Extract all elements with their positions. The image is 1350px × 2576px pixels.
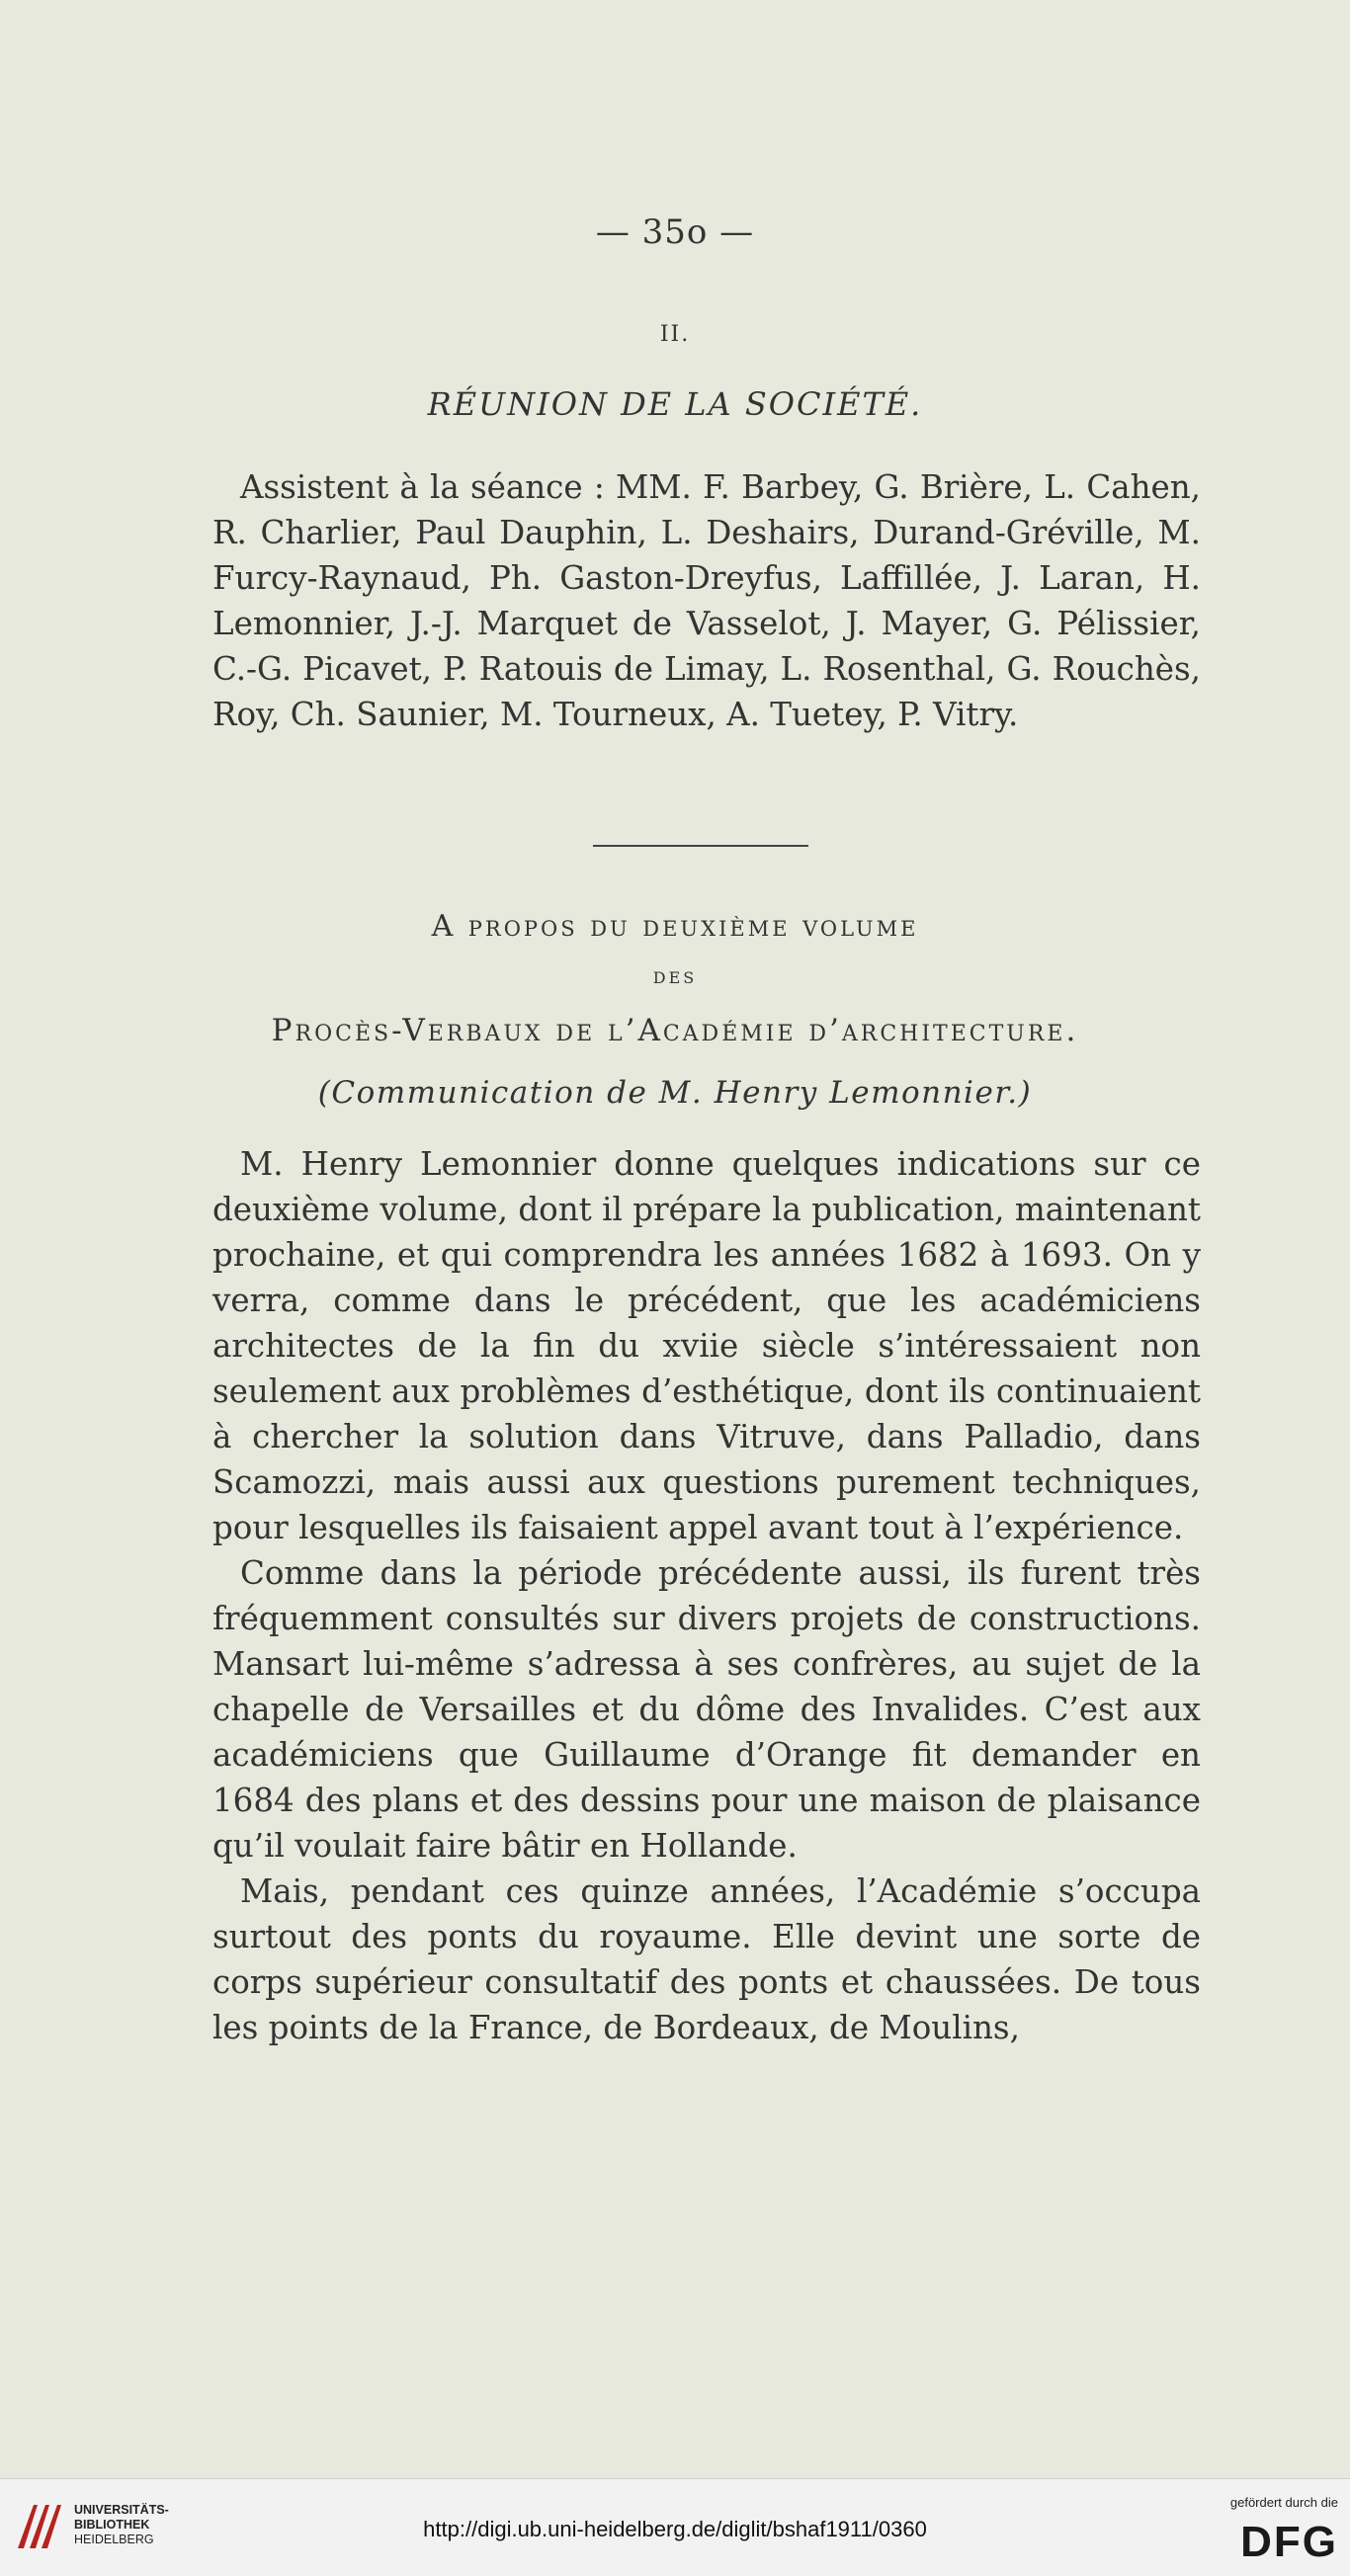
attendees-paragraph bbox=[212, 464, 1201, 737]
article-heading-line-3: Procès-Verbaux de l’Académie d’architecture. bbox=[271, 1013, 1079, 1048]
dfg-logo: DFG bbox=[1240, 2518, 1338, 2566]
communication-byline: (Communication de M. Henry Lemonnier.) bbox=[317, 1075, 1033, 1111]
page-number: — 35o — bbox=[595, 212, 755, 252]
permalink-url[interactable]: http://digi.ub.uni-heidelberg.de/diglit/bshaf1911/0360 bbox=[423, 2517, 927, 2541]
section-number: II. bbox=[659, 322, 691, 347]
library-name-line: HEIDELBERG bbox=[74, 2533, 154, 2546]
section-separator bbox=[593, 845, 808, 847]
body-paragraph: Mais, pendant ces quinze années, l’Académie s’occupa surtout des ponts du royaume. Elle devint une sorte de corps supérieur consultatif des ponts et chaussées. De tous les points de la France, de Bordeaux, de Moulins, bbox=[212, 1872, 1201, 2046]
library-name-line: BIBLIOTHEK bbox=[74, 2518, 150, 2532]
funding-caption: gefördert durch die bbox=[1229, 2495, 1338, 2510]
article-heading-line-1: A propos du deuxième volume bbox=[431, 909, 919, 944]
body-paragraph: M. Henry Lemonnier donne quelques indications sur ce deuxième volume, dont il prépare la publication, maintenant prochaine, et qui comprendra les années 1682 à 1693. On y verra, comme dans le précédent, que les académiciens architectes de la fin du xviie siècle s’intéressaient non seulement aux problèmes d’esthétique, dont ils continuaient à chercher la solution dans Vitruve, dans Palladio, dans Scamozzi, mais aussi aux questions purement techniques, pour lesquelles ils faisaient appel avant tout à l’expérience. bbox=[212, 1145, 1201, 1546]
body-text bbox=[212, 1141, 1201, 2050]
article-heading-line-2: des bbox=[652, 963, 698, 989]
body-paragraph: Comme dans la période précédente aussi, ils furent très fréquemment consultés sur divers projets de constructions. Mansart lui-même s’adressa à ses confrères, au sujet de la chapelle de Versailles et du dôme des Invalides. C’est aux académiciens que Guillaume d’Orange fit demander en 1684 des plans et des dessins pour une maison de plaisance qu’il voulait faire bâtir en Hollande. bbox=[212, 1554, 1201, 1865]
section-title: RÉUNION DE LA SOCIÉTÉ. bbox=[427, 385, 923, 423]
digitization-footer bbox=[0, 2478, 1350, 2576]
attendees-text: Assistent à la séance : MM. F. Barbey, G. Brière, L. Cahen, R. Charlier, Paul Dauphin, L. Deshairs, Durand-Gréville, M. Furcy-Raynaud, Ph. Gaston-Dreyfus, Laffillée, J. Laran, H. Lemonnier, J.-J. Marquet de Vasselot, J. Mayer, G. Pélissier, C.-G. Picavet, P. Ratouis de Limay, L. Rosenthal, G. Rouchès, Roy, Ch. Saunier, M. Tourneux, A. Tuetey, P. Vitry. bbox=[212, 468, 1201, 733]
library-name-line: UNIVERSITÄTS- bbox=[74, 2503, 169, 2517]
